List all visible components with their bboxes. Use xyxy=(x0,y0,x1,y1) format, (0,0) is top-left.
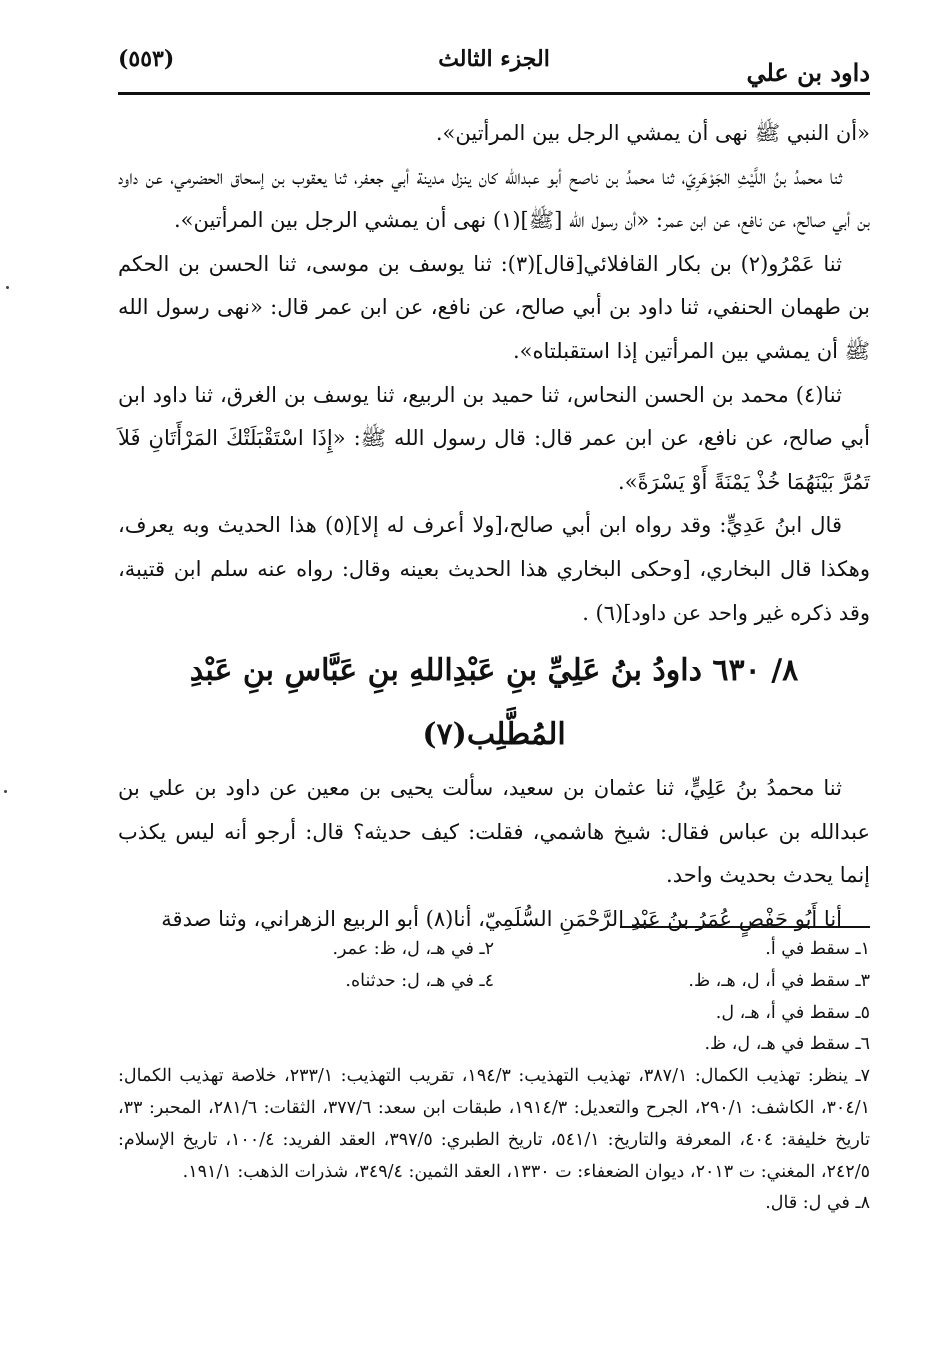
page-number: (٥٥٣) xyxy=(118,46,175,72)
paragraph-2: ثنا محمدُ بنُ اللَّيْثِ الجَوْهَرِيّ، ثنا محمدُ بن ناصح أبو عبدالله كان ينزل مدينة أبي جعفر، ثنا يعقوب بن إسحاق الحضرمي، عن داود بن أبي صالح، عن نافع، عن ابن عمر: «أن رسول الله [ﷺ](١) نهى أن يمشي الرجل بين المرأتين». xyxy=(118,164,870,233)
footnote-1: ١ـ سقط في أ. xyxy=(765,939,870,959)
footnote-6: ٦ـ سقط في هـ، ل، ظ. xyxy=(704,1034,870,1055)
footnote-3: ٣ـ سقط في أ، ل، هـ، ظ. xyxy=(688,970,870,991)
entry-heading: ٨/ ٦٣٠ داودُ بنُ عَلِيِّ بنِ عَبْدِاللهِ بنِ عَبَّاسِ بنِ عَبْدِ المُطَّلِب(٧) xyxy=(189,653,799,753)
footnote-row xyxy=(118,966,870,998)
paragraph-7: أنا أَبُو حَفْصٍ عُمَرُ بنُ عَبْدِ الرَّحْمَنِ السُّلَمِيّ، أنا(٨) أبو الربيع الزهراني، وثنا صدقة xyxy=(161,906,842,931)
paragraph-1: «أن النبي ﷺ نهى أن يمشي الرجل بين المرأتين». xyxy=(435,121,870,145)
header-divider xyxy=(118,92,870,95)
footnote-4: ٤ـ في هـ، ل: حدثناه. xyxy=(345,970,494,991)
paragraph-5: قال ابنُ عَدِيٍّ: وقد رواه ابن أبي صالح،[ولا أعرف له إلا](٥) هذا الحديث وبه يعرف، وهكذا قال البخاري، [وحكى البخاري هذا الحديث بعينه وقال: رواه عنه سلم ابن قتيبة، وقد ذكره غير واحد عن داود](٦) . xyxy=(118,513,870,625)
footnote-2: ٢ـ في هـ، ل، ظ: عمر. xyxy=(332,939,494,959)
paragraph-3: ثنا عَمْرُو(٢) بن بكار القافلائي[قال](٣): ثنا يوسف بن موسى، ثنا الحسن بن الحكم بن طهمان الحنفي، ثنا داود بن أبي صالح، عن نافع، عن ابن عمر قال: «نهى رسول الله ﷺ أن يمشي بين المرأتين إذا استقبلتاه». xyxy=(118,251,870,363)
paragraph-4: ثنا(٤) محمد بن الحسن النحاس، ثنا حميد بن الربيع، ثنا يوسف بن الغرق، ثنا داود ابن أبي صالح، عن نافع، عن ابن عمر قال: قال رسول الله ﷺ: «إِذَا اسْتَقْبَلَتْكَ المَرْأَتَانِ فَلاَ تَمُرَّ بَيْنَهُمَا خُذْ يَمْنَةً أَوْ يَسْرَةً». xyxy=(118,382,870,494)
footnote-7: ٧ـ ينظر: تهذيب الكمال: ٣٨٧/١، تهذيب التهذيب: ١٩٤/٣، تقريب التهذيب: ٢٣٣/١، خلاصة تهذيب الكمال: ٣٠٤/١، الكاشف: ٢٩٠/١، الجرح والتعديل: ١٩١٤/٣، طبقات ابن سعد: ٣٧٧/٦، الثقات: ٢٨١/٦، المحبر: ٣٣، تاريخ خليفة: ٤٠٤، المعرفة والتاريخ: ٥٤١/١، تاريخ الطبري: ٣٩٧/٥، العقد الفريد: ١٠٠/٤، تاريخ الإسلام: ٢٤٢/٥، المغني: ت ٢٠١٣، ديوان الضعفاء: ت ١٣٣٠، العقد الثمين: ٣٤٩/٤، شذرات الذهب: ١٩١/١. xyxy=(118,1066,871,1182)
footnote-8: ٨ـ في ل: قال. xyxy=(765,1193,870,1214)
main-text xyxy=(118,112,870,942)
running-title: داود بن علي xyxy=(746,58,870,87)
page-header xyxy=(118,40,870,90)
footnote-divider xyxy=(620,926,870,928)
scan-speck xyxy=(6,286,9,289)
footnotes xyxy=(118,934,870,1220)
footnote-5: ٥ـ سقط في أ، هـ، ل. xyxy=(715,1002,870,1023)
paragraph-6: ثنا محمدُ بنُ عَلِيٍّ، ثنا عثمان بن سعيد، سألت يحيى بن معين عن داود بن علي بن عبدالله بن عباس فقال: شيخ هاشمي، فقلت: كيف حديثه؟ قال: أرجو أنه ليس يكذب إنما يحدث بحديث واحد. xyxy=(118,776,870,888)
volume-label: الجزء الثالث xyxy=(438,46,550,72)
footnote-row xyxy=(118,934,870,966)
scan-speck xyxy=(4,790,7,793)
